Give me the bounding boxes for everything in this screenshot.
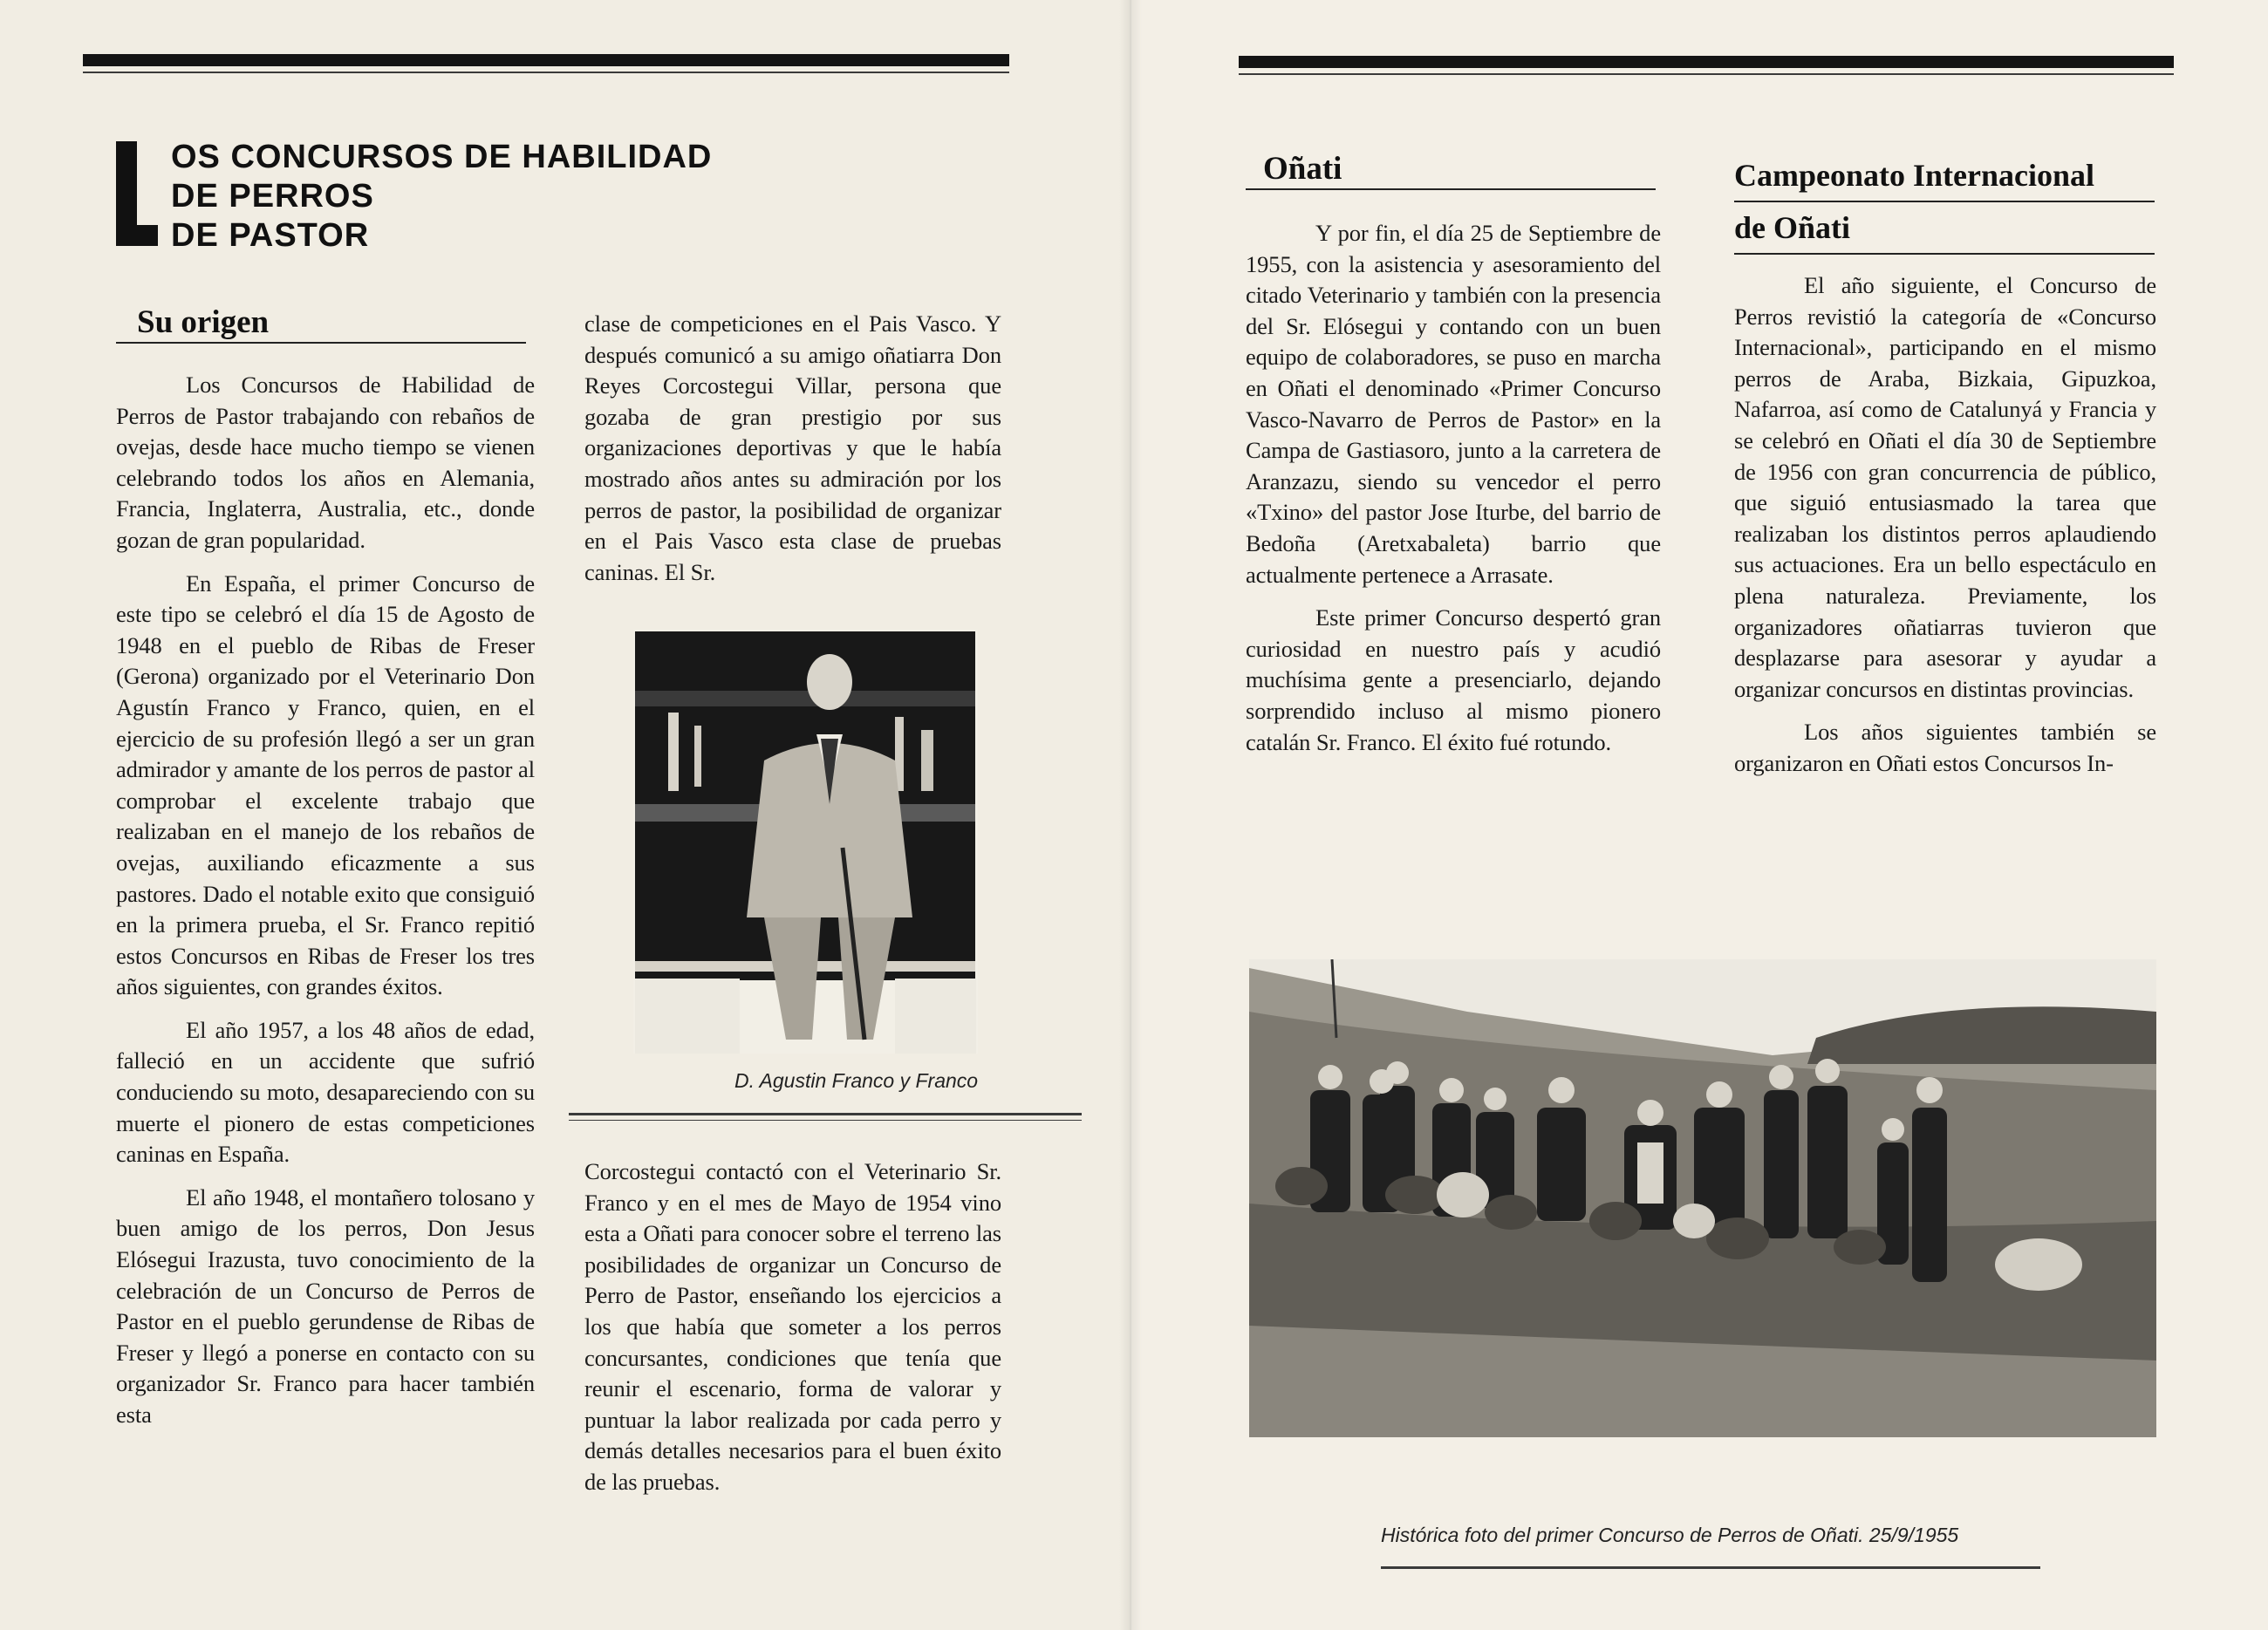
top-thin-rule-right <box>1239 73 2174 75</box>
left-column-2-bottom <box>584 1156 1001 1511</box>
caption-rule-right <box>1381 1566 2040 1569</box>
title-line-2: DE PERROS <box>171 178 374 215</box>
portrait-caption: D. Agustin Franco y Franco <box>734 1069 979 1092</box>
paragraph: Y por fin, el día 25 de Septiembre de 1955, con la asistencia y asesoramiento del citado Veterinario y también con la presencia del Sr. Elósegui y contando con un buen equipo de colaboradores, se puso en marcha en Oñati el denominado «Primer Concurso Vasco-Navarro de Perros de Pastor» en la Campa de Gastiasoro, junto a la carretera de Aranzazu, siendo su vencedor el perro «Txino» del pastor Jose Iturbe, del barrio de Bedoña (Aretxabaleta) barrio que actualmente pertenece a Arrasate. <box>1246 220 1661 588</box>
section-heading-onati: Oñati <box>1246 150 1656 190</box>
title-line-3: DE PASTOR <box>171 217 370 254</box>
left-column-1 <box>116 370 535 1443</box>
paragraph: clase de competiciones en el Pais Vasco. Y después comunicó a su amigo oñatiarra Don Reyes Corcostegui Villar, persona que gozaba de gran prestigio por sus organizaciones deportivas y que le había mostrado años antes su admiración por los perros de pastor, la posibilidad de organizar en el Pais Vasco esta clase de pruebas caninas. El Sr. <box>584 310 1001 585</box>
title-line-1: OS CONCURSOS DE HABILIDAD <box>171 139 713 175</box>
left-column-2-divider-thin <box>569 1120 1082 1121</box>
paragraph: Los Concursos de Habilidad de Perros de Pastor trabajando con rebaños de ovejas, desde hace mucho tiempo se vienen celebrando todos los años en Alemania, Francia, Inglaterra, Australia, etc., donde gozan de gran popularidad. <box>116 372 535 553</box>
portrait-photo-image <box>633 630 978 1054</box>
portrait-photo <box>633 630 978 1054</box>
title-drop-initial <box>116 141 158 246</box>
book-gutter <box>1119 0 1142 1630</box>
paragraph: Los años siguientes también se organizaron en Oñati estos Concursos In- <box>1734 719 2156 776</box>
paragraph: En España, el primer Concurso de este tipo se celebró el día 15 de Agosto de 1948 en el pueblo de Ribas de Freser (Gerona) organizado por el Veterinario Don Agustín Franco y Franco, quien, en el ejercicio de su profesión llegó a ser un gran admirador y amante de los perros de pastor al comprobar el excelente trabajo que realizaban en el manejo de los rebaños de ovejas, auxiliando eficazmente a sus pastores. Dado el notable exito que consiguió en la primera prueba, el Sr. Franco repitió estos Concursos en Ribas de Freser los tres años siguientes, con grandes éxitos. <box>116 569 535 1000</box>
top-rule-left <box>83 54 1009 66</box>
heading-line-1: Campeonato Internacional <box>1734 150 2155 202</box>
paragraph: Este primer Concurso despertó gran curiosidad en nuestro país y acudió muchísima gente a presenciarlo, dejando sorprendido incluso al mismo pionero catalán Sr. Franco. El éxito fué rotundo. <box>1246 604 1661 755</box>
group-photo-caption: Histórica foto del primer Concurso de Perros de Oñati. 25/9/1955 <box>1381 1524 1959 1546</box>
right-column-1 <box>1246 218 1661 770</box>
heading-line-2: de Oñati <box>1734 202 2155 255</box>
section-heading-su-origen: Su origen <box>116 303 526 344</box>
group-photo <box>1249 959 2156 1437</box>
section-heading-campeonato <box>1734 150 2155 255</box>
paragraph: Corcostegui contactó con el Veterinario Sr. Franco y en el mes de Mayo de 1954 vino esta a Oñati para conocer sobre el terreno las posibilidades de organizar un Concurso de Perro de Pastor, enseñando los ejercicios a los que había que someter a los perros concursantes, condiciones que tenía que reunir el escenario, forma de valorar y puntuar la labor realizada por cada perro y demás detalles necesarios para el buen éxito de las pruebas. <box>584 1158 1001 1495</box>
group-photo-image <box>1249 959 2156 1437</box>
top-rule-right <box>1239 56 2174 68</box>
left-column-2-divider <box>569 1113 1082 1115</box>
left-column-2-top <box>584 309 1001 600</box>
paragraph: El año siguiente, el Concurso de Perros revistió la categoría de «Concurso Internacional», participando en el mismo perros de Araba, Bizkaia, Gipuzkoa, Nafarroa, así como de Catalunyá y Francia y se celebró en Oñati el día 30 de Septiembre de 1956 con gran concurrencia de público, que siguió entusiasmado la tarea que realizaban los distintos perros aplaudiendo sus actuaciones. Era un bello espectáculo en plena naturaleza. Previamente, los organizadores oñatiarras tuvieron que desplazarse para asesorar y ayudar a organizar concursos en distintas provincias. <box>1734 272 2156 702</box>
top-thin-rule-left <box>83 72 1009 73</box>
article-title <box>171 138 712 256</box>
right-column-2 <box>1734 270 2156 792</box>
paragraph: El año 1948, el montañero tolosano y buen amigo de los perros, Don Jesus Elósegui Irazusta, tuvo conocimiento de la celebración de un Concurso de Perros de Pastor en el pueblo gerundense de Ribas de Freser y llegó a ponerse en contacto con su organizador Sr. Franco para hacer también esta <box>116 1183 535 1428</box>
paragraph: El año 1957, a los 48 años de edad, falleció en un accidente que sufrió conduciendo su moto, desapareciendo con su muerte el pionero de estas competiciones caninas en España. <box>116 1016 535 1168</box>
